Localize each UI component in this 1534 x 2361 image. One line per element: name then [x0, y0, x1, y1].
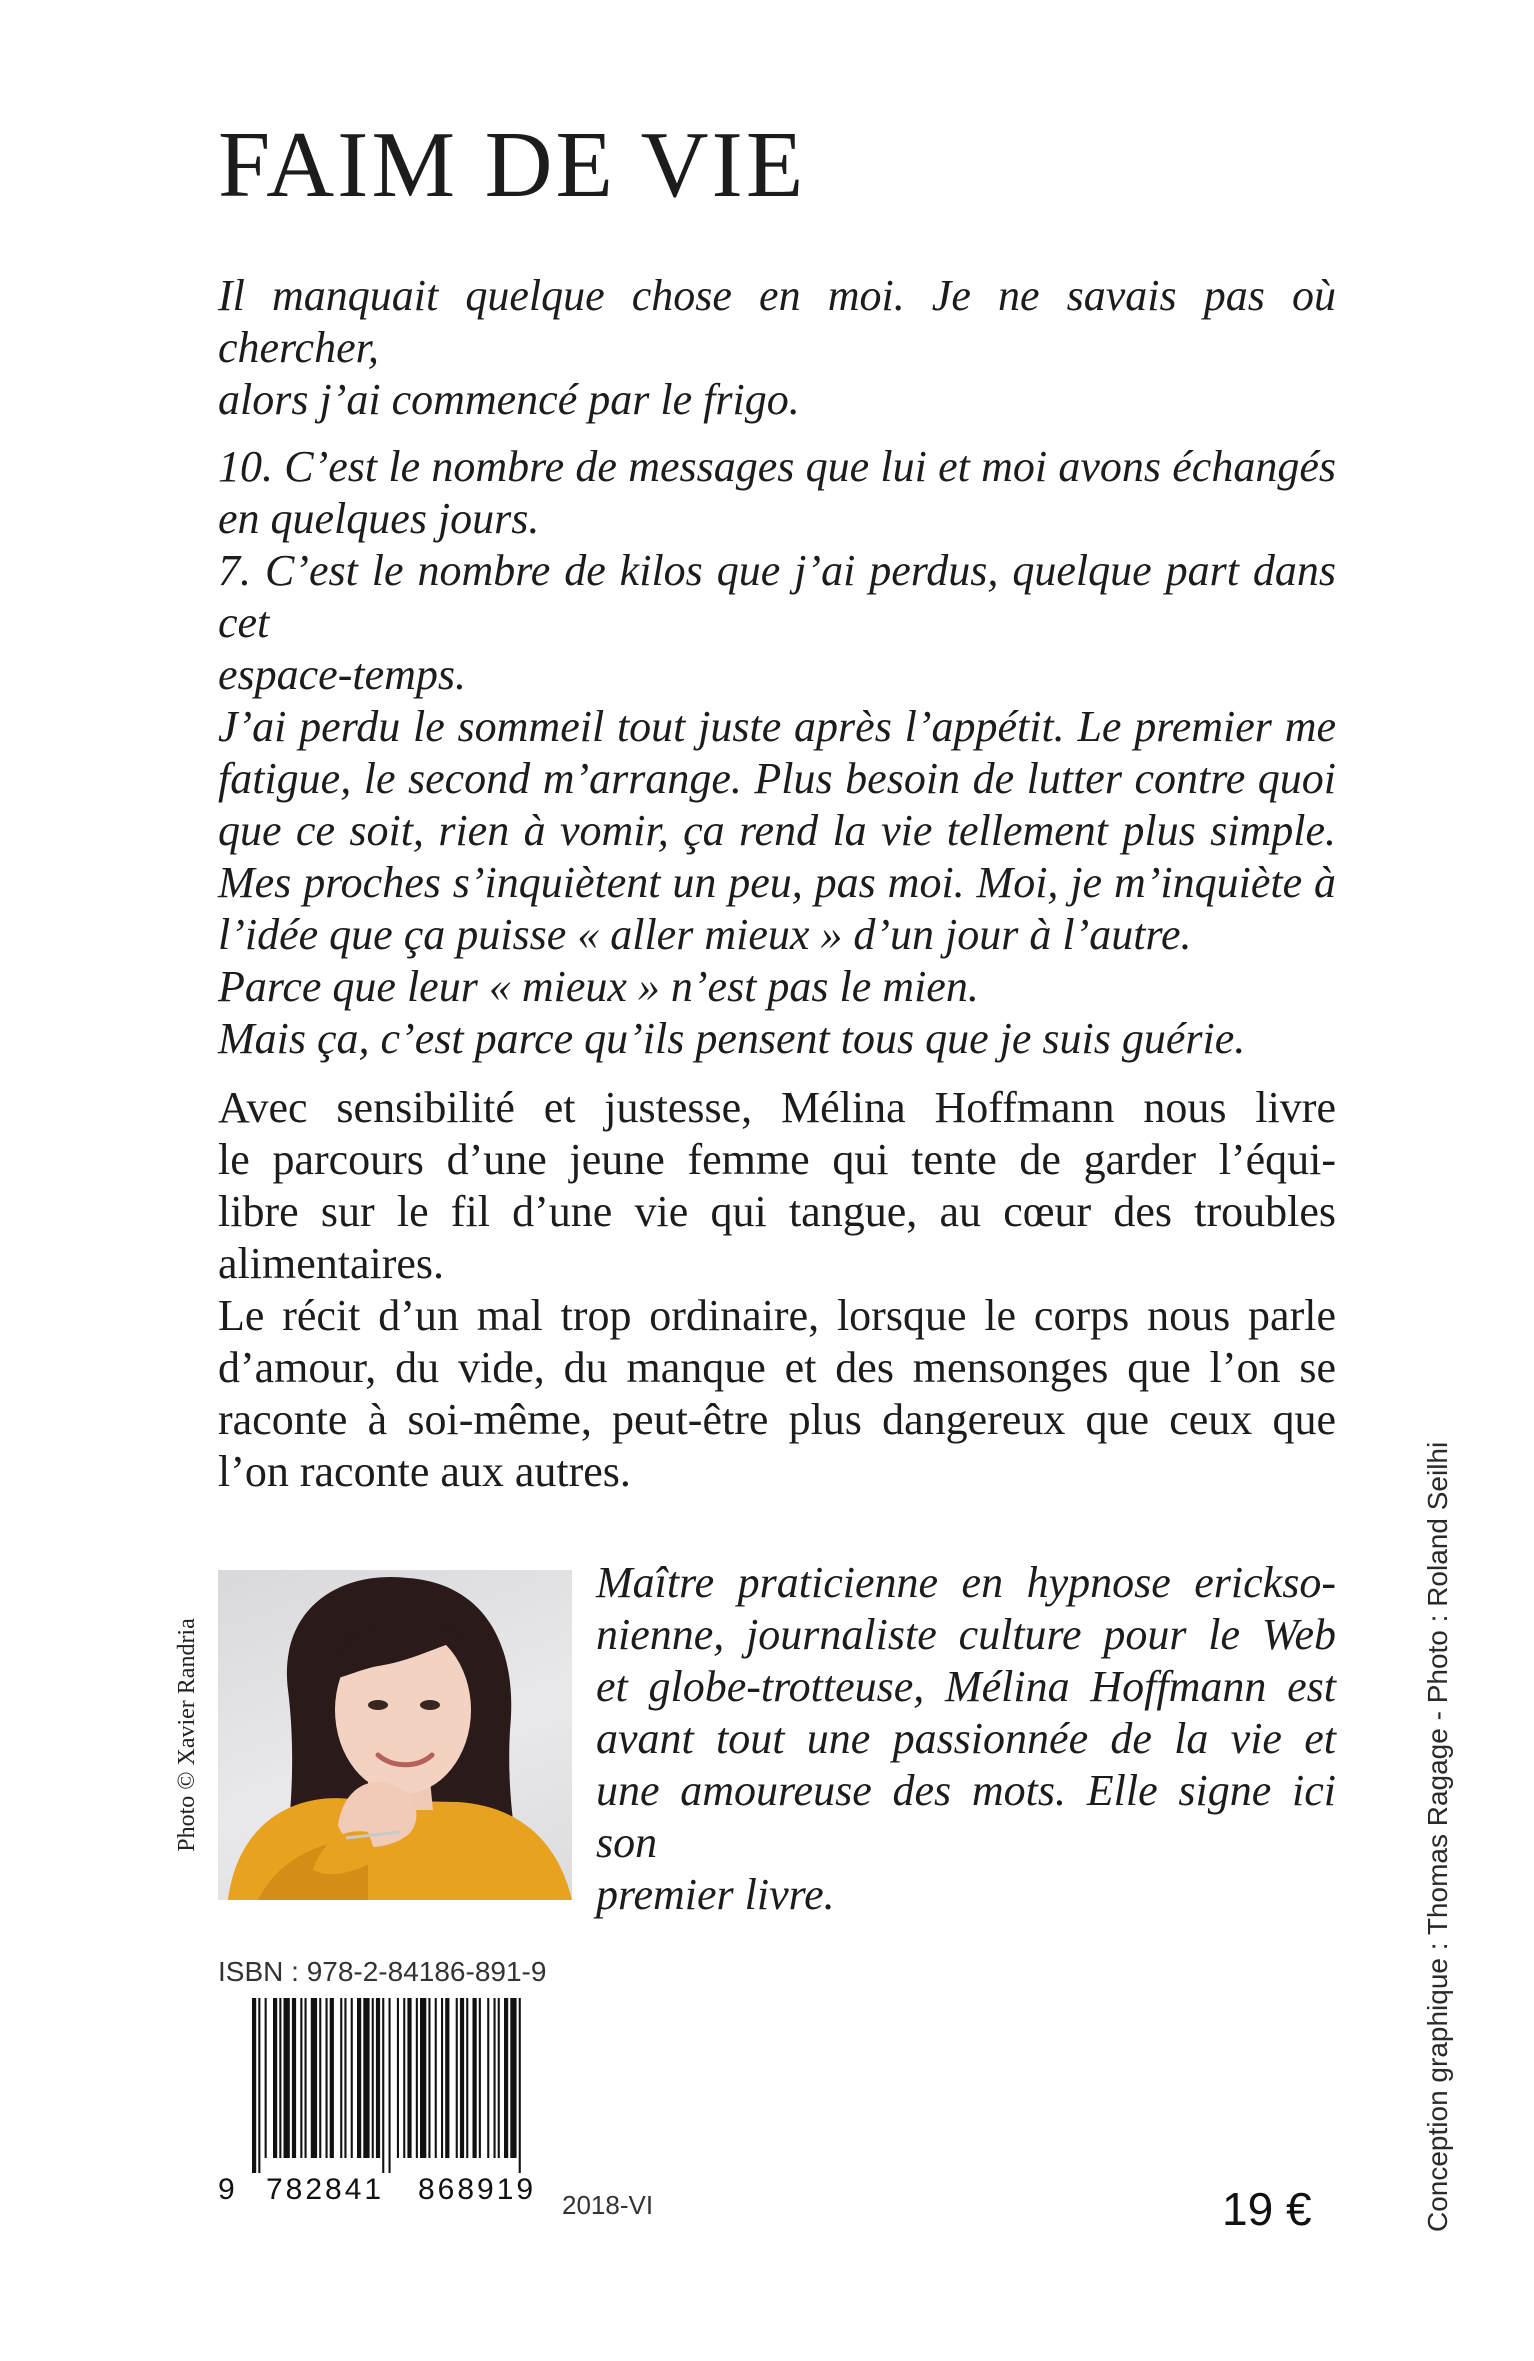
barcode-bar	[466, 1998, 468, 2158]
barcode-bar	[284, 1998, 290, 2158]
barcode-bar	[252, 1998, 256, 2173]
barcode-bar	[428, 1998, 430, 2158]
barcode-bar	[292, 1998, 296, 2158]
bio-line: une amoureuse des mots. Elle signe ici son	[596, 1766, 1336, 1867]
excerpt-line: Mais ça, c’est parce qu’ils pensent tous que je suis guérie.	[218, 1014, 1246, 1063]
summary-line: d’amour, du vide, du manque et des mensonges que l’on se	[218, 1343, 1336, 1392]
bio-line: avant tout une passionnée de la vie et	[596, 1714, 1336, 1763]
barcode-bar	[441, 1998, 443, 2158]
barcode-bar	[357, 1998, 361, 2158]
barcode-bar	[460, 1998, 464, 2158]
excerpt-line: que ce soit, rien à vomir, ça rend la vie tellement plus simple.	[218, 806, 1336, 855]
intro-line: alors j’ai commencé par le frigo.	[218, 375, 800, 424]
barcode-bar	[479, 1998, 481, 2158]
summary-paragraph	[218, 1082, 1336, 1498]
summary-line: alimentaires.	[218, 1239, 445, 1288]
barcode-bar	[519, 1998, 521, 2173]
bio-line: premier livre.	[596, 1870, 835, 1919]
edition-code: 2018-VI	[562, 2190, 654, 2220]
barcode-bar	[311, 1998, 317, 2158]
summary-line: Avec sensibilité et justesse, Mélina Hoffmann nous livre	[218, 1083, 1336, 1132]
barcode-bar	[510, 1998, 516, 2158]
barcode-digit-group1: 782841	[266, 2173, 385, 2206]
excerpt-line: Mes proches s’inquiètent un peu, pas moi. Moi, je m’inquiète à	[218, 858, 1336, 907]
barcode-bar	[456, 1998, 458, 2158]
barcode-bar	[416, 1998, 418, 2158]
summary-line: l’on raconte aux autres.	[218, 1447, 631, 1496]
summary-line: le parcours d’une jeune femme qui tente de garder l’équi-	[218, 1135, 1336, 1184]
photo-credit: Photo © Xavier Randria	[174, 1618, 200, 1852]
barcode-bar	[435, 1998, 437, 2158]
barcode-bar	[319, 1998, 321, 2158]
summary-line: libre sur le fil d’une vie qui tangue, au cœur des troubles	[218, 1187, 1336, 1236]
excerpt-paragraph	[218, 441, 1336, 1065]
isbn-label: ISBN : 978-2-84186-891-9	[218, 1956, 547, 1987]
barcode-bar	[300, 1998, 302, 2158]
barcode-bar	[344, 1998, 346, 2158]
excerpt-line: en quelques jours.	[218, 494, 540, 543]
barcode-bar	[340, 1998, 342, 2158]
bio-line: Maître praticienne en hypnose ericksο-	[596, 1558, 1336, 1607]
barcode-bar	[376, 1998, 380, 2158]
excerpt-line: espace-temps.	[218, 650, 467, 699]
excerpt-line: 10. C’est le nombre de messages que lui et moi avons échangés	[218, 442, 1336, 491]
barcode-bar	[305, 1998, 307, 2158]
barcode-bar	[494, 1998, 496, 2158]
barcode-bar	[407, 1998, 411, 2158]
excerpt-line: fatigue, le second m’arrange. Plus besoin de lutter contre quoi	[218, 754, 1336, 803]
author-portrait	[218, 1570, 572, 1900]
intro-paragraph	[218, 270, 1336, 426]
price: 19 €	[1222, 2183, 1312, 2235]
barcode-bar	[372, 1998, 374, 2158]
summary-line: Le récit d’un mal trop ordinaire, lorsque le corps nous parle	[218, 1291, 1336, 1340]
barcode-bar	[382, 1998, 384, 2173]
intro-line: Il manquait quelque chose en moi. Je ne savais pas où chercher,	[218, 271, 1336, 372]
barcode-bar	[473, 1998, 477, 2158]
barcode-bar	[403, 1998, 405, 2158]
bio-line: et globe-trotteuse, Mélina Hoffmann est	[596, 1662, 1336, 1711]
excerpt-line: Parce que leur « mieux » n’est pas le mien.	[218, 962, 979, 1011]
excerpt-line: 7. C’est le nombre de kilos que j’ai perdus, quelque part dans cet	[218, 546, 1336, 647]
barcode-bar	[330, 1998, 334, 2158]
barcode-bar	[351, 1998, 353, 2158]
barcode-bar	[273, 1998, 277, 2158]
barcode-bar	[389, 1998, 391, 2173]
barcode-digit-first: 9	[218, 2173, 235, 2206]
excerpt-line: J’ai perdu le sommeil tout juste après l’appétit. Le premier me	[218, 702, 1336, 751]
barcode-bar	[445, 1998, 449, 2158]
barcode-bar	[420, 1998, 426, 2158]
barcode	[218, 1998, 548, 2173]
summary-line: raconte à soi-même, peut-être plus dangereux que ceux que	[218, 1395, 1336, 1444]
barcode-bar	[279, 1998, 281, 2158]
barcode-bar	[326, 1998, 328, 2158]
book-title: FAIM DE VIE	[218, 113, 807, 217]
barcode-bar	[397, 1998, 399, 2158]
barcode-bar	[265, 1998, 267, 2158]
barcode-bar	[363, 1998, 369, 2158]
author-bio	[596, 1557, 1336, 1921]
barcode-bar	[498, 1998, 500, 2158]
barcode-bar	[258, 1998, 260, 2173]
design-credits: Conception graphique : Thomas Ragage - Photo : Roland Seilhi	[1422, 1441, 1453, 2232]
bio-line: nienne, journaliste culture pour le Web	[596, 1610, 1336, 1659]
barcode-digit-group2: 868919	[418, 2173, 537, 2206]
barcode-bar	[487, 1998, 489, 2158]
excerpt-line: l’idée que ça puisse « aller mieux » d’un jour à l’autre.	[218, 910, 1192, 959]
barcode-bar	[504, 1998, 508, 2158]
